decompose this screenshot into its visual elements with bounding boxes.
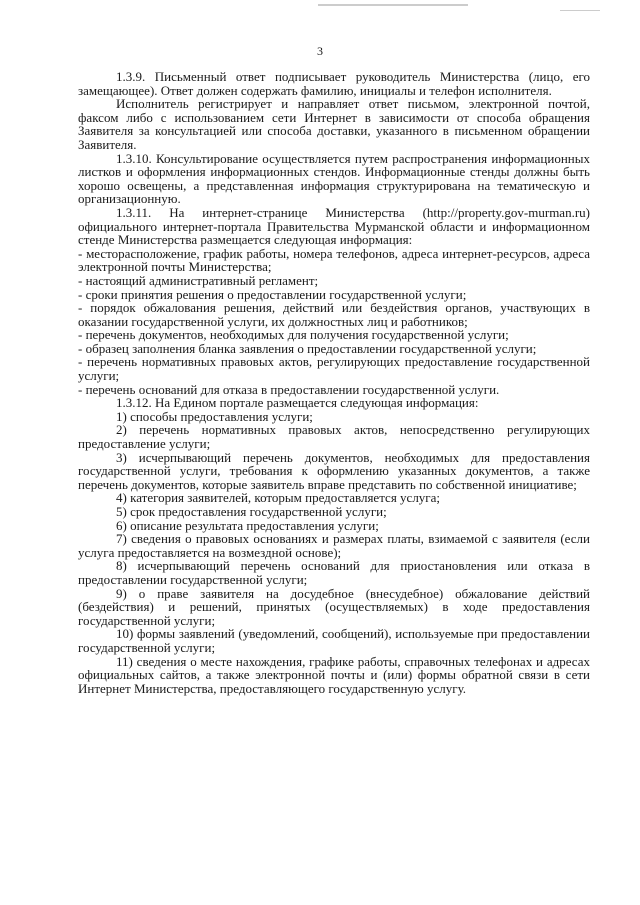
list-item: - порядок обжалования решения, действий или бездействия органов, участвующих в оказании государственной услуги, их должностных лиц и работников; xyxy=(78,300,590,329)
list-item: - настоящий административный регламент; xyxy=(78,272,319,288)
list-item: - образец заполнения бланка заявления о предоставлении государственной услуги; xyxy=(78,340,537,356)
list-item: - перечень оснований для отказа в предоставлении государственной услуги. xyxy=(78,381,500,397)
list-item: 1) способы предоставления услуги; xyxy=(116,408,313,424)
document-body xyxy=(78,70,590,695)
list-item: 4) категория заявителей, которым предоставляется услуга; xyxy=(116,490,441,506)
page-number: 3 xyxy=(317,44,323,58)
list-item: 9) о праве заявителя на досудебное (внесудебное) обжалование действий (бездействия) и решений, принятых (осуществляемых) в ходе предоставления государственной услуги; xyxy=(78,585,590,628)
paragraph: 1.3.9. Письменный ответ подписывает руководитель Министерства (лицо, его замещающее). Ответ должен содержать фамилию, инициалы и телефон исполнителя. xyxy=(78,69,590,98)
list-item: 2) перечень нормативных правовых актов, непосредственно регулирующих предоставление услуги; xyxy=(78,422,590,452)
list-item: - месторасположение, график работы, номера телефонов, адреса интернет-ресурсов, адреса электронной почты Министерства; xyxy=(78,245,590,275)
scan-speck xyxy=(560,10,600,11)
paragraph: 1.3.10. Консультирование осуществляется путем распространения информационных листков и оформления информационных стендов. Информационные стенды должны быть хорошо освещены, а представленная информация структурирована на тематическую и организационную. xyxy=(78,150,590,207)
list-item: 11) сведения о месте нахождения, графике работы, справочных телефонах и адресах официальных сайтов, а также электронной почты и (или) формы обратной связи в сети Интернет Министерства, предоставляющего государственную услугу. xyxy=(78,653,590,696)
paragraph: 1.3.12. На Едином портале размещается следующая информация: xyxy=(116,395,479,411)
list-item: 7) сведения о правовых основаниях и размерах платы, взимаемой с заявителя (если услуга предоставляется на возмездной основе); xyxy=(78,531,590,560)
list-item: - перечень нормативных правовых актов, регулирующих предоставление государственной услуги; xyxy=(78,354,590,384)
list-item: - перечень документов, необходимых для получения государственной услуги; xyxy=(78,327,509,343)
list-item: 5) срок предоставления государственной услуги; xyxy=(116,504,387,519)
list-item: 10) формы заявлений (уведомлений, сообщений), используемые при предоставлении государственной услуги; xyxy=(78,626,590,655)
list-item: - сроки принятия решения о предоставлении государственной услуги; xyxy=(78,286,467,302)
paragraph: 1.3.11. На интернет-странице Министерства (http://property.gov-murman.ru) официального интернет-портала Правительства Мурманской области и информационном стенде Министерства размещается следующая информация: xyxy=(78,204,590,248)
list-item: 3) исчерпывающий перечень документов, необходимых для предоставления государственной услуги, требования к оформлению указанных документов, а также перечень документов, которые заявитель вправе представить по собственной инициативе; xyxy=(78,449,590,492)
list-item: 8) исчерпывающий перечень оснований для приостановления или отказа в предоставлении государственной услуги; xyxy=(78,558,590,587)
scan-speck xyxy=(318,4,468,6)
paragraph: Исполнитель регистрирует и направляет ответ письмом, электронной почтой, факсом либо с использованием сети Интернет в зависимости от способа обращения Заявителя за консультацией или способа доставки, указанного в письменном обращении Заявителя. xyxy=(78,96,590,152)
list-item: 6) описание результата предоставления услуги; xyxy=(116,517,379,533)
